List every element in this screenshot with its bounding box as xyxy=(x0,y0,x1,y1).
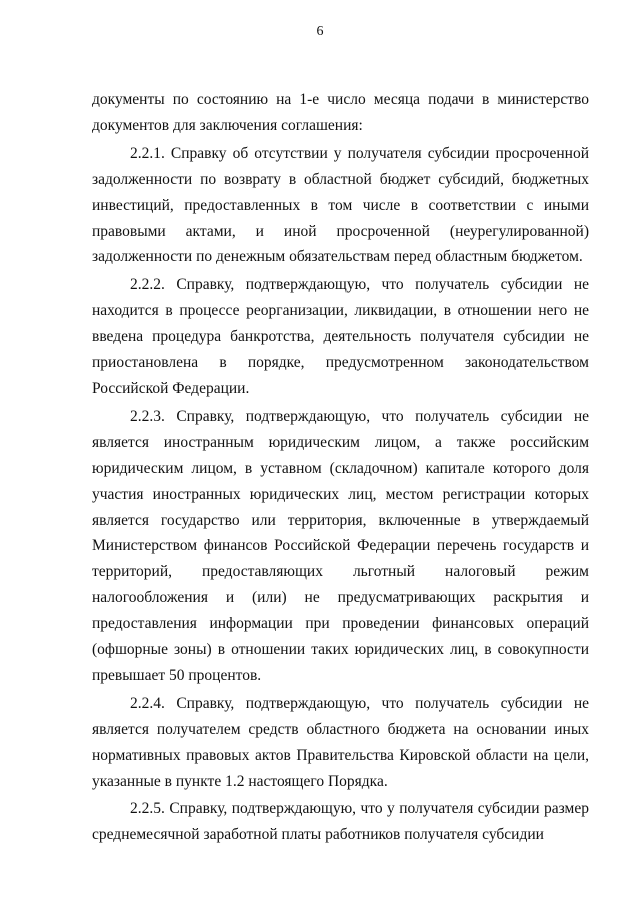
paragraph-continuation: документы по состоянию на 1-е число месяца подачи в министерство документов для заключения соглашения: xyxy=(92,91,589,134)
page-number: 6 xyxy=(316,24,324,39)
paragraph-2-2-5: 2.2.5. Справку, подтверждающую, что у получателя субсидии размер среднемесячной заработной платы работников получателя субсидии xyxy=(92,800,589,844)
document-body xyxy=(92,87,589,848)
paragraph-2-2-3: 2.2.3. Справку, подтверждающую, что получатель субсидии не является иностранным юридическим лицом, а также российским юридическим лицом, в уставном (складочном) капитале которого доля участия иностранных юридических лиц, местом регистрации которых является государство или территория, включенные в утверждаемый Министерством финансов Российской Федерации перечень государств и территорий, предоставляющих льготный налоговый режим налогообложения и (или) не предусматривающих раскрытия и предоставления информации при проведении финансовых операций (офшорные зоны) в отношении таких юридических лиц, в совокупности превышает 50 процентов. xyxy=(92,407,589,684)
paragraph-2-2-2: 2.2.2. Справку, подтверждающую, что получатель субсидии не находится в процессе реорганизации, ликвидации, в отношении него не введена процедура банкротства, деятельность получателя субсидии не приостановлена в порядке, предусмотренном законодательством Российской Федерации. xyxy=(92,276,589,397)
paragraph-2-2-4: 2.2.4. Справку, подтверждающую, что получатель субсидии не является получателем средств областного бюджета на основании иных нормативных правовых актов Правительства Кировской области на цели, указанные в пункте 1.2 настоящего Порядка. xyxy=(92,694,589,790)
paragraph-2-2-1: 2.2.1. Справку об отсутствии у получателя субсидии просроченной задолженности по возврату в областной бюджет субсидий, бюджетных инвестиций, предоставленных в том числе в соответствии с иными правовыми актами, и иной просроченной (неурегулированной) задолженности по денежным обязательствам перед областным бюджетом. xyxy=(92,144,589,266)
